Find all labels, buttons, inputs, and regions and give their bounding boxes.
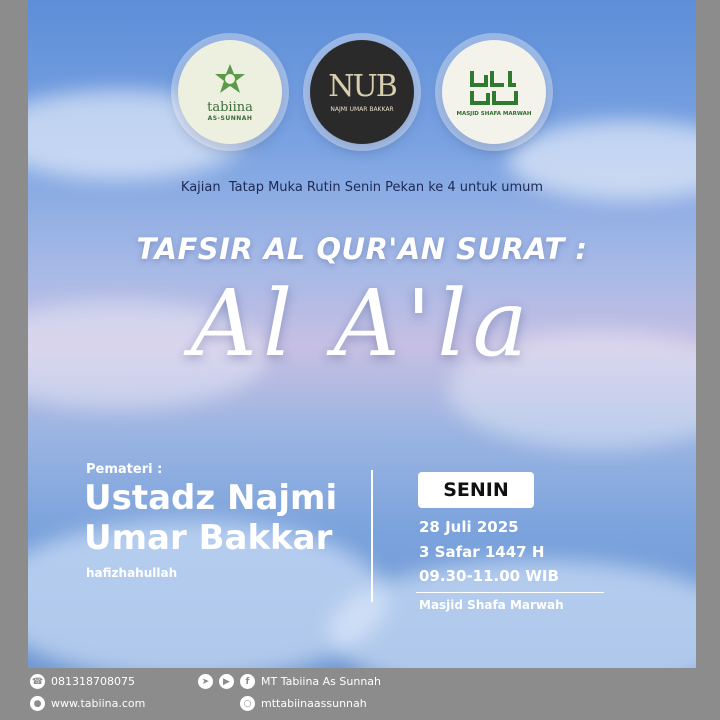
speaker-name-line2: Umar Bakkar xyxy=(84,518,333,558)
event-hijri-date: 3 Safar 1447 H xyxy=(419,543,545,561)
phone-number: 081318708075 xyxy=(51,675,135,688)
instagram-handle[interactable]: mttabiinaassunnah xyxy=(261,697,367,710)
nub-logo xyxy=(310,40,414,144)
instagram-icon: ○ xyxy=(240,696,255,711)
star-emblem-icon xyxy=(212,62,248,98)
masjid-logo-sub: MASJID SHAFA MARWAH xyxy=(456,111,532,117)
masjid-logo xyxy=(442,40,546,144)
nub-logo-sub: NAJMI UMAR BAKKAR xyxy=(330,105,394,113)
tabiina-logo-name: tabiina xyxy=(207,100,253,115)
footer-website xyxy=(30,696,145,711)
footer-phone xyxy=(30,674,135,689)
event-subtitle: Kajian Tatap Muka Rutin Senin Pekan ke 4 untuk umum xyxy=(180,180,544,195)
event-venue: Masjid Shafa Marwah xyxy=(419,598,564,612)
website-link[interactable]: www.tabiina.com xyxy=(51,697,146,710)
speaker-name-line1: Ustadz Najmi xyxy=(84,478,338,518)
speaker-honorific: hafizhahullah xyxy=(86,566,178,580)
divider xyxy=(371,470,373,602)
day-badge: SENIN xyxy=(418,472,534,508)
youtube-icon: ▶ xyxy=(219,674,234,689)
poster xyxy=(28,0,696,668)
facebook-icon: f xyxy=(240,674,255,689)
event-time: 09.30-11.00 WIB xyxy=(419,567,559,585)
kufic-emblem-icon xyxy=(468,67,520,107)
globe-icon: ● xyxy=(30,696,45,711)
social-name[interactable]: MT Tabiina As Sunnah xyxy=(261,675,382,688)
nub-logo-mark: NUB xyxy=(328,68,396,104)
venue-divider xyxy=(416,592,604,593)
speaker-label: Pemateri : xyxy=(86,462,163,477)
footer-instagram xyxy=(240,696,367,711)
tabiina-logo-sub: AS-SUNNAH xyxy=(207,115,253,122)
tabiina-logo xyxy=(178,40,282,144)
whatsapp-icon: ☎ xyxy=(30,674,45,689)
speaker-name xyxy=(84,478,337,558)
surah-title: Al A'la xyxy=(190,270,534,377)
headline: TAFSIR AL QUR'AN SURAT : xyxy=(136,232,588,266)
event-date: 28 Juli 2025 xyxy=(419,518,519,536)
footer-social xyxy=(198,674,381,689)
telegram-icon: ➤ xyxy=(198,674,213,689)
